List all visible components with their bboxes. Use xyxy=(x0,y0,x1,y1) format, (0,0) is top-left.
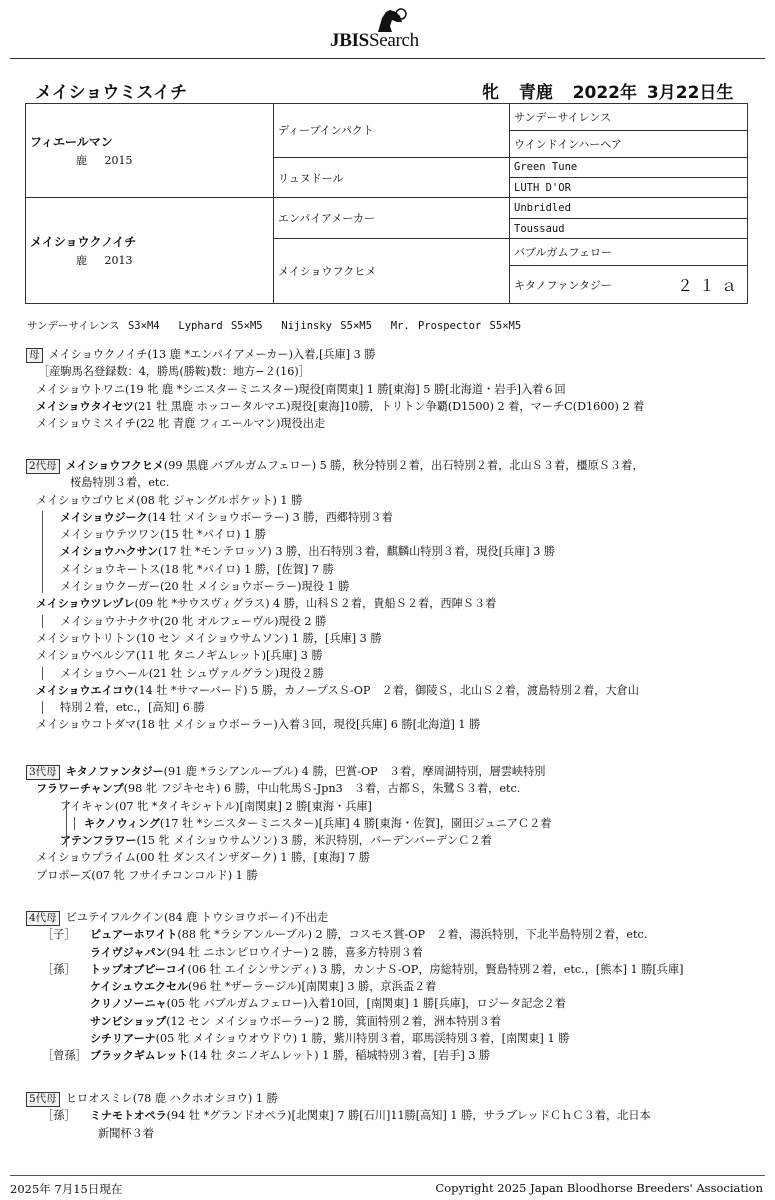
horse-birth: 2022年 3月22日生 xyxy=(572,83,734,103)
family-line-text: メイショウベルシア(11 牝 タニノギムレット)[兵庫] 3 勝 xyxy=(36,649,323,663)
g3-name: キタノファンタジー xyxy=(514,278,612,292)
family-line xyxy=(26,561,766,578)
tree-connector xyxy=(42,511,43,594)
family-line xyxy=(26,995,766,1012)
horse-name-bold: メイショウハクサン xyxy=(60,545,159,559)
footer-date: 2025年 7月15日現在 xyxy=(10,1182,123,1196)
dam-year: 2013 xyxy=(104,254,133,268)
family-line xyxy=(26,815,766,832)
tree-connector xyxy=(42,615,43,628)
family-line xyxy=(26,849,766,866)
family-line-text: メイショウコトダマ(18 牡 メイショウボーラー)入着３回，現役[兵庫] 6 勝[北海道] 1 勝 xyxy=(36,718,481,732)
horse-name-bold: ケイシュウエクセル xyxy=(90,980,189,994)
tree-connector xyxy=(42,667,43,680)
horse-name-bold: トップオブピーコイ xyxy=(90,962,188,976)
generation-tag: 母 xyxy=(26,348,43,363)
horse-name-bold: フラワーチャンプ xyxy=(36,782,124,796)
g3-cell: バブルガムフェロー xyxy=(510,239,748,266)
family-line-text: (06 牡 エイシンサンディ) 3 勝，カンナＳ-OP，房総特別，賢島特別２着，etc.，[熊本] 1 勝[兵庫] xyxy=(187,962,684,976)
horse-name-bold: メイショウジーク xyxy=(60,510,148,524)
generation-tag: 5代母 xyxy=(26,1092,60,1107)
family-line xyxy=(26,867,766,884)
family-line-text: (94 牡 *グランドオペラ)[北関東] 7 勝[石川]11勝[高知] 1 勝，サラブレッドＣｈＣ３着，北日本 xyxy=(166,1109,651,1123)
family-section xyxy=(26,1090,766,1142)
family-line-text: (88 牝 *ラシアンルーブル) 2 勝，コスモス賞-OP ２着，湯浜特別，下北半島特別２着，etc. xyxy=(177,928,648,942)
horse-name-bold: キクノウィング xyxy=(84,816,160,830)
family-line-text: メイショウゴウヒメ(08 牝 ジャングルポケット) 1 勝 xyxy=(36,493,303,507)
family-line xyxy=(26,909,766,926)
family-line-text: プロポーズ(07 牝 フサイチコンコルド) 1 勝 xyxy=(36,868,258,882)
family-line xyxy=(26,832,766,849)
horse-sex: 牝 xyxy=(482,83,499,103)
family-line xyxy=(26,926,766,943)
horse-name-bold: シチリアーナ xyxy=(90,1032,156,1046)
horse-name-bold: サンビショップ xyxy=(90,1014,167,1028)
generation-tag: 4代母 xyxy=(26,911,60,926)
family-line-text: (99 黒鹿 バブルガムフェロー) 5 勝，秋分特別２着，出石特別２着，北山Ｓ３着，橿原Ｓ３着， xyxy=(163,459,644,472)
family-line xyxy=(26,398,766,415)
family-line-text: (91 鹿 *ラシアンルーブル) 4 勝，巴賞-OP ３着，摩周湖特別，層雲峡特別 xyxy=(163,765,546,778)
horse-name: メイショウミスイチ xyxy=(35,83,187,103)
inbreeding-cross: サンデーサイレンス S3×M4 Lyphard S5×M5 Nijinsky S5×M5 Mr. Prospector S5×M5 xyxy=(27,320,522,332)
family-line-text: (14 牡 *サマーバード) 5 勝，カノープスＳ-OP ２着，御陵Ｓ，北山Ｓ２着，渡島特別２着，大倉山 xyxy=(134,683,639,697)
family-line xyxy=(26,699,766,716)
pedigree-table xyxy=(25,103,748,304)
family-line xyxy=(26,1125,766,1142)
family-line-text: (14 牡 メイショウボーラー) 3 勝，西郷特別３着 xyxy=(147,510,393,524)
family-line xyxy=(26,978,766,995)
tree-connector xyxy=(74,817,75,830)
family-section xyxy=(26,457,766,734)
family-line xyxy=(26,526,766,543)
horse-name-bold: ピュアーホワイト xyxy=(90,928,178,942)
footer-divider xyxy=(10,1175,765,1176)
family-line xyxy=(26,1030,766,1047)
family-line xyxy=(26,415,766,432)
horse-color: 青鹿 xyxy=(518,83,553,103)
family-line-text: メイショウテツワン(15 牡 *パイロ) 1 勝 xyxy=(60,528,266,542)
g3-cell: LUTH D'OR xyxy=(510,178,748,198)
family-line xyxy=(26,798,766,815)
family-line-text: 特別２着，etc.，[高知] 6 勝 xyxy=(60,701,205,715)
family-line-text: (98 牝 フジキセキ) 6 勝，中山牝馬Ｓ-Jpn3 ３着，古都Ｓ，朱鷺Ｓ３着，etc. xyxy=(123,782,521,796)
sire-dam-cell: リュヌドール xyxy=(274,157,510,198)
family-section xyxy=(26,763,766,884)
family-line-text: メイショウキートス(18 牝 *パイロ) 1 勝，[佐賀] 7 勝 xyxy=(60,562,334,576)
family-line xyxy=(26,716,766,733)
family-line xyxy=(26,961,766,978)
horse-name-bold: クリノソーニャ xyxy=(90,997,167,1011)
horse-name-bold: ミナモトオペラ xyxy=(90,1109,167,1123)
family-line-text: メイショウヘール(21 牡 シュヴァルグラン)現役２勝 xyxy=(60,666,324,680)
family-line-text: (05 牝 バブルガムフェロー)入着10回，[南関東] 1 勝[兵庫]，ロジータ記念２着 xyxy=(166,997,566,1011)
horse-name-bold: メイショウツレヅレ xyxy=(36,597,135,611)
sire-year: 2015 xyxy=(104,154,133,168)
family-line xyxy=(26,944,766,961)
family-line-text: メイショウプライム(00 牡 ダンスインザダーク) 1 勝，[東海] 7 勝 xyxy=(36,851,370,865)
family-line-text: メイショウクーガー(20 牡 メイショウボーラー)現役 1 勝 xyxy=(60,580,350,594)
horse-name-bold: ライヴジャパン xyxy=(90,945,167,959)
family-line-text: (94 牡 ニホンピロウイナー) 2 勝，喜多方特別３着 xyxy=(166,945,423,959)
horse-name-bold: メイショウフクヒメ xyxy=(65,459,164,472)
family-line-text: メイショウナナクサ(20 牝 オルフェーヴル)現役 2 勝 xyxy=(60,614,327,628)
family-line xyxy=(26,363,766,380)
relation-label: ［子］ xyxy=(42,928,76,942)
family-line xyxy=(26,595,766,612)
dam-sire-cell: エンパイアメーカー xyxy=(274,198,510,239)
family-line-text: 新聞杯３着 xyxy=(98,1126,154,1140)
sire-sire-cell: ディープインパクト xyxy=(274,104,510,158)
family-line xyxy=(26,457,766,474)
relation-label: ［孫］ xyxy=(42,962,76,976)
family-number: ２１ａ xyxy=(676,276,743,296)
g3-cell: Green Tune xyxy=(510,157,748,177)
family-section xyxy=(26,909,766,1065)
family-line-text: (09 牝 *サウスヴィグラス) 4 勝，山科Ｓ２着，貴船Ｓ２着，西陣Ｓ３着 xyxy=(134,597,497,611)
family-line xyxy=(26,578,766,595)
family-line-text: メイショウトリトン(10 セン メイショウサムソン) 1 勝，[兵庫] 3 勝 xyxy=(36,631,382,645)
family-line xyxy=(26,1047,766,1064)
generation-tag: 3代母 xyxy=(26,765,60,780)
family-line-text: メイショウミスイチ(22 牝 青鹿 フィエールマン)現役出走 xyxy=(36,417,326,431)
sire-cell xyxy=(26,104,274,198)
horse-info xyxy=(482,78,733,103)
g3-cell: サンデーサイレンス xyxy=(510,104,748,131)
g3-cell: ウインドインハーヘア xyxy=(510,130,748,157)
family-line xyxy=(26,1107,766,1124)
dam-color: 鹿 xyxy=(76,254,87,268)
family-line-text: ヒロオスミレ(78 鹿 ハクホオシヨウ) 1 勝 xyxy=(65,1092,278,1105)
sire-color: 鹿 xyxy=(76,154,87,168)
family-line xyxy=(26,1090,766,1107)
family-line-text: (14 牡 タニノギムレット) 1 勝，稲城特別３着，[岩手] 3 勝 xyxy=(188,1049,491,1063)
horse-name-bold: メイショウエイコウ xyxy=(36,683,135,697)
family-line-text: (15 牝 メイショウサムソン) 3 勝，米沢特別，バーデンバーデンＣ２着 xyxy=(136,834,492,848)
family-line xyxy=(26,346,766,363)
family-line-text: (21 牡 黒鹿 ホッコータルマエ)現役[東海]10勝，トリトン争覇(D1500) 2 着，マーチC(D1600) 2 着 xyxy=(133,399,645,413)
family-line xyxy=(26,492,766,509)
family-line xyxy=(26,630,766,647)
logo-text-jbis: JBIS xyxy=(330,30,369,51)
g3-cell: Toussaud xyxy=(510,218,748,238)
sire-name: フィエールマン xyxy=(30,135,113,150)
family-line xyxy=(26,543,766,560)
family-line-text: (17 牡 *シニスターミニスター)[兵庫] 4 勝[東海・佐賀]，園田ジュニアＣ２着 xyxy=(159,816,552,830)
family-line xyxy=(26,613,766,630)
family-line-text: メイショウクノイチ(13 鹿 *エンパイアメーカー)入着,[兵庫] 3 勝 xyxy=(48,348,376,361)
family-line xyxy=(26,381,766,398)
family-line-text: (05 牝 メイショウオウドウ) 1 勝，紫川特別３着，耶馬渓特別３着，[南関東] 1 勝 xyxy=(155,1032,570,1046)
family-line-text: (96 牡 *ザーラージル)[南関東] 3 勝，京浜盃２着 xyxy=(188,980,437,994)
family-line-text: メイショウトワニ(19 牝 鹿 *シニスターミニスター)現役[南関東] 1 勝[東海] 5 勝[北海道・岩手]入着６回 xyxy=(36,382,566,396)
horse-name-bold: メイショウタイセツ xyxy=(36,399,134,413)
family-line xyxy=(26,509,766,526)
family-line xyxy=(26,474,766,491)
family-line xyxy=(26,647,766,664)
dam-name: メイショウクノイチ xyxy=(30,235,137,250)
family-line-text: 桜島特別３着，etc. xyxy=(70,476,170,490)
relation-label: ［曾孫］ xyxy=(42,1049,87,1063)
family-line-text: ビユテイフルクイン(84 鹿 トウシヨウボーイ)不出走 xyxy=(65,911,329,924)
logo-text-search: Search xyxy=(368,30,419,51)
horse-name-bold: アテンフラワー xyxy=(60,834,137,848)
family-line xyxy=(26,1013,766,1030)
family-line-text: (12 セン メイショウボーラー) 2 勝，箕面特別２着，洲本特別３着 xyxy=(166,1014,501,1028)
horse-name-bold: キタノファンタジー xyxy=(65,765,164,778)
family-line xyxy=(26,682,766,699)
g3-cell-last xyxy=(510,266,748,304)
dam-dam-cell: メイショウフクヒメ xyxy=(274,239,510,304)
header-divider xyxy=(10,58,765,59)
horse-name-bold: ブラックギムレット xyxy=(90,1049,189,1063)
jbis-logo xyxy=(330,8,460,52)
tree-connector xyxy=(66,800,67,848)
family-line-text: (17 牡 *モンテロッソ) 3 勝，出石特別３着，麒麟山特別３着，現役[兵庫] 3 勝 xyxy=(158,545,556,559)
footer-copyright: Copyright 2025 Japan Bloodhorse Breeders' Association xyxy=(435,1181,763,1195)
family-section xyxy=(26,346,766,432)
tree-connector xyxy=(42,701,43,714)
relation-label: ［孫］ xyxy=(42,1109,76,1123)
generation-tag: 2代母 xyxy=(26,459,60,474)
family-line xyxy=(26,780,766,797)
family-line xyxy=(26,665,766,682)
family-line-text: アイキャン(07 牝 *タイキシャトル)[南関東] 2 勝[東海・兵庫] xyxy=(60,799,372,813)
family-line-text: ［産駒馬名登録数：4，勝馬(勝鞍)数：地方−２(16)］ xyxy=(38,365,310,379)
dam-cell xyxy=(26,198,274,304)
family-line xyxy=(26,763,766,780)
g3-cell: Unbridled xyxy=(510,198,748,218)
